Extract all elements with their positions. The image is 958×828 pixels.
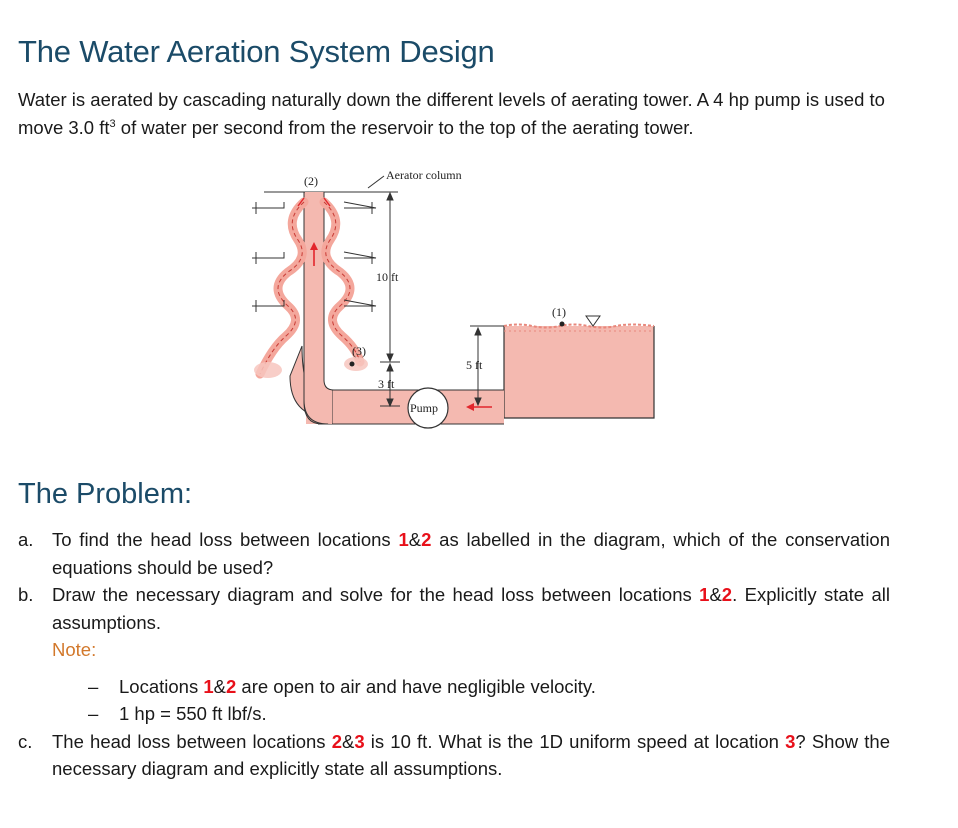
question-b xyxy=(18,581,890,636)
reservoir-water xyxy=(504,326,654,418)
column-fill xyxy=(305,192,324,397)
cascade-right xyxy=(324,202,360,362)
note-bullet-1-text: Locations 1&2 are open to air and have negligible velocity. xyxy=(119,675,596,697)
label-location-3: (3) xyxy=(352,344,366,358)
aerator-leader xyxy=(368,176,384,188)
label-3ft: 3 ft xyxy=(378,377,395,391)
point-3-marker xyxy=(350,362,355,367)
spray-left xyxy=(254,362,282,378)
label-pump: Pump xyxy=(410,401,439,415)
intro-text-2: of water per second from the reservoir to the top of the aerating tower. xyxy=(115,116,694,138)
question-c-label: c. xyxy=(18,730,33,752)
question-a-label: a. xyxy=(18,529,34,550)
label-location-1: (1) xyxy=(552,305,566,319)
point-1-marker xyxy=(560,322,565,327)
label-5ft: 5 ft xyxy=(466,358,483,372)
free-surface-icon xyxy=(586,316,600,326)
question-c xyxy=(18,728,890,783)
cascade-left xyxy=(260,202,304,374)
question-a xyxy=(18,526,890,581)
note-label: Note: xyxy=(52,639,97,660)
problem-heading: The Problem: xyxy=(18,478,193,510)
label-10ft: 10 ft xyxy=(376,270,399,284)
intro-paragraph xyxy=(18,86,898,141)
note-bullet-2-text: 1 hp = 550 ft lbf/s. xyxy=(119,703,267,724)
note-bullet-1: – Locations 1&2 are open to air and have negligible velocity. xyxy=(88,673,890,701)
intro-text-1: Water is aerated by cascading naturally down the different levels of aerating tower. A 4 hp pump is used to move 3.0 ft xyxy=(18,89,885,138)
note-bullets xyxy=(88,673,890,728)
page-title: The Water Aeration System Design xyxy=(18,34,495,69)
question-b-label: b. xyxy=(18,584,34,605)
question-c-text: The head loss between locations 2&3 is 10 ft. What is the 1D uniform speed at location 3? Show the necessary diagram and explicitly state all assumptions. xyxy=(52,730,890,779)
aeration-diagram xyxy=(248,162,668,436)
spray-right xyxy=(344,357,368,371)
question-list xyxy=(18,526,890,783)
note-bullet-2: – 1 hp = 550 ft lbf/s. xyxy=(88,700,890,728)
question-b-text: Draw the necessary diagram and solve for the head loss between locations 1&2. Explicitly state all assumptions. xyxy=(52,584,890,633)
label-aerator-column: Aerator column xyxy=(386,168,462,182)
intro-superscript: 3 xyxy=(109,117,116,130)
question-a-text: To find the head loss between locations 1&2 as labelled in the diagram, which of the conservation equations should be used? xyxy=(52,529,891,578)
label-location-2: (2) xyxy=(304,174,318,188)
